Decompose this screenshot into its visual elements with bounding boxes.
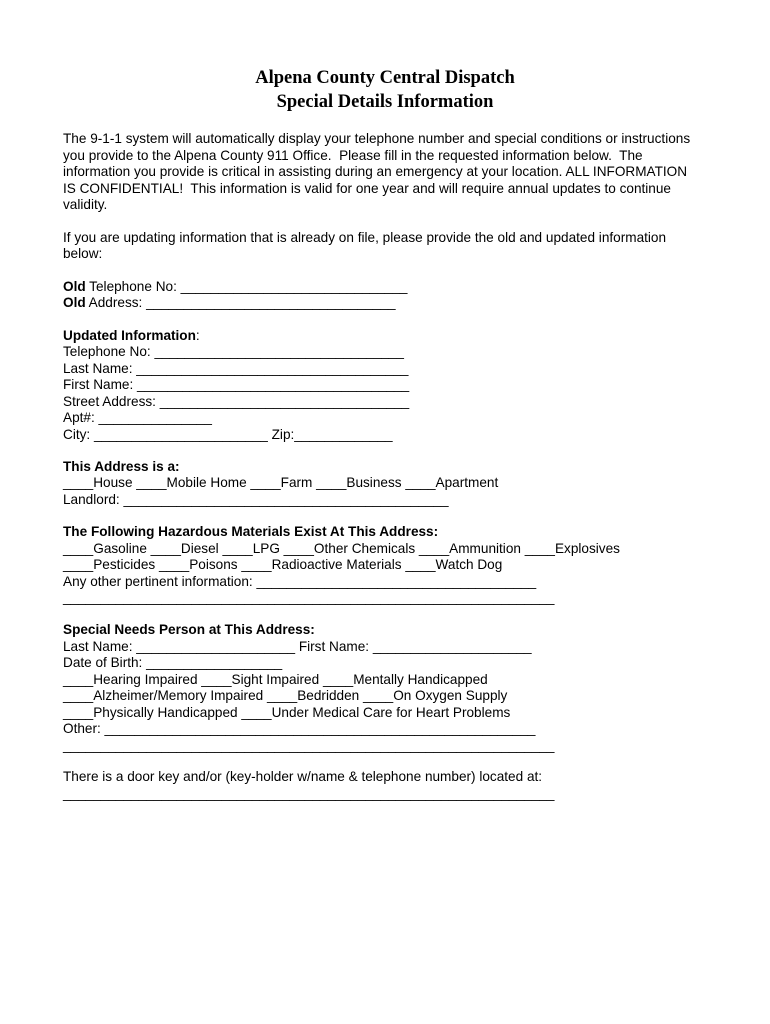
hazmat-options-row-2[interactable]: ____Pesticides ____Poisons ____Radioactive Materials ____Watch Dog (63, 557, 503, 572)
old-telephone-field[interactable] (63, 279, 407, 295)
address-type-options[interactable]: ____House ____Mobile Home ____Farm ____Business ____Apartment (63, 475, 499, 490)
address-type-heading: This Address is a: (63, 458, 180, 474)
old-address-field[interactable] (63, 295, 396, 311)
last-name-field[interactable]: Last Name: ____________________________________ (63, 360, 409, 376)
special-needs-other-field[interactable]: Other: _________________________________________________________ (63, 721, 536, 736)
updated-telephone-field[interactable]: Telephone No: _________________________________ (63, 344, 404, 359)
old-telephone-label: Telephone No: ______________________________ (85, 278, 408, 294)
updated-info-heading (63, 328, 200, 344)
updated-info-heading-colon: : (195, 327, 200, 343)
special-needs-options-row-2[interactable]: ____Alzheimer/Memory Impaired ____Bedridden ____On Oxygen Supply (63, 688, 508, 703)
other-pertinent-info-field[interactable]: Any other pertinent information: _____________________________________ (63, 573, 537, 589)
intro-line-4: IS CONFIDENTIAL! This information is valid for one year and will require annual updates to continue (63, 180, 671, 196)
first-name-field[interactable]: First Name: ____________________________________ (63, 377, 410, 392)
date-of-birth-field[interactable]: Date of Birth: __________________ (63, 655, 283, 670)
other-pertinent-info-line-2[interactable]: _________________________________________________________________ (63, 590, 555, 605)
street-address-field[interactable]: Street Address: _________________________________ (63, 393, 410, 409)
old-label: Old (63, 278, 86, 294)
intro-line-5: validity. (63, 197, 108, 212)
intro-line-1: The 9-1-1 system will automatically display your telephone number and special conditions or instructions (63, 131, 691, 146)
intro-line-2: you provide to the Alpena County 911 Office. Please fill in the requested information below. The (63, 147, 643, 163)
door-key-location-field[interactable]: _________________________________________________________________ (63, 785, 555, 801)
special-needs-heading: Special Needs Person at This Address: (63, 622, 315, 637)
form-title-line1: Alpena County Central Dispatch (255, 68, 515, 88)
special-needs-options-row-3[interactable]: ____Physically Handicapped ____Under Medical Care for Heart Problems (63, 704, 511, 720)
landlord-field[interactable]: Landlord: ___________________________________________ (63, 491, 449, 507)
apt-field[interactable]: Apt#: _______________ (63, 410, 212, 425)
special-needs-names-field[interactable]: Last Name: _____________________ First Name: _____________________ (63, 638, 532, 654)
door-key-label: There is a door key and/or (key-holder w/name & telephone number) located at: (63, 769, 543, 784)
old-address-label: Address: _________________________________ (85, 295, 396, 310)
city-zip-field[interactable]: City: _______________________ Zip:_____________ (63, 426, 393, 442)
old-label: Old (63, 295, 86, 310)
form-title-line2: Special Details Information (276, 92, 494, 112)
intro-line-3: information you provide is critical in assisting during an emergency at your location. ALL INFORMATION (63, 164, 688, 179)
special-needs-other-line-2[interactable]: _________________________________________________________________ (63, 737, 555, 753)
updated-info-heading-text: Updated Information (63, 327, 196, 343)
hazmat-heading: The Following Hazardous Materials Exist At This Address: (63, 524, 439, 539)
special-needs-options-row-1[interactable]: ____Hearing Impaired ____Sight Impaired ____Mentally Handicapped (63, 671, 488, 687)
update-note-line-1: If you are updating information that is already on file, please provide the old and updated information (63, 229, 667, 245)
update-note-line-2: below: (63, 246, 103, 261)
hazmat-options-row-1[interactable]: ____Gasoline ____Diesel ____LPG ____Other Chemicals ____Ammunition ____Explosives (63, 540, 620, 556)
